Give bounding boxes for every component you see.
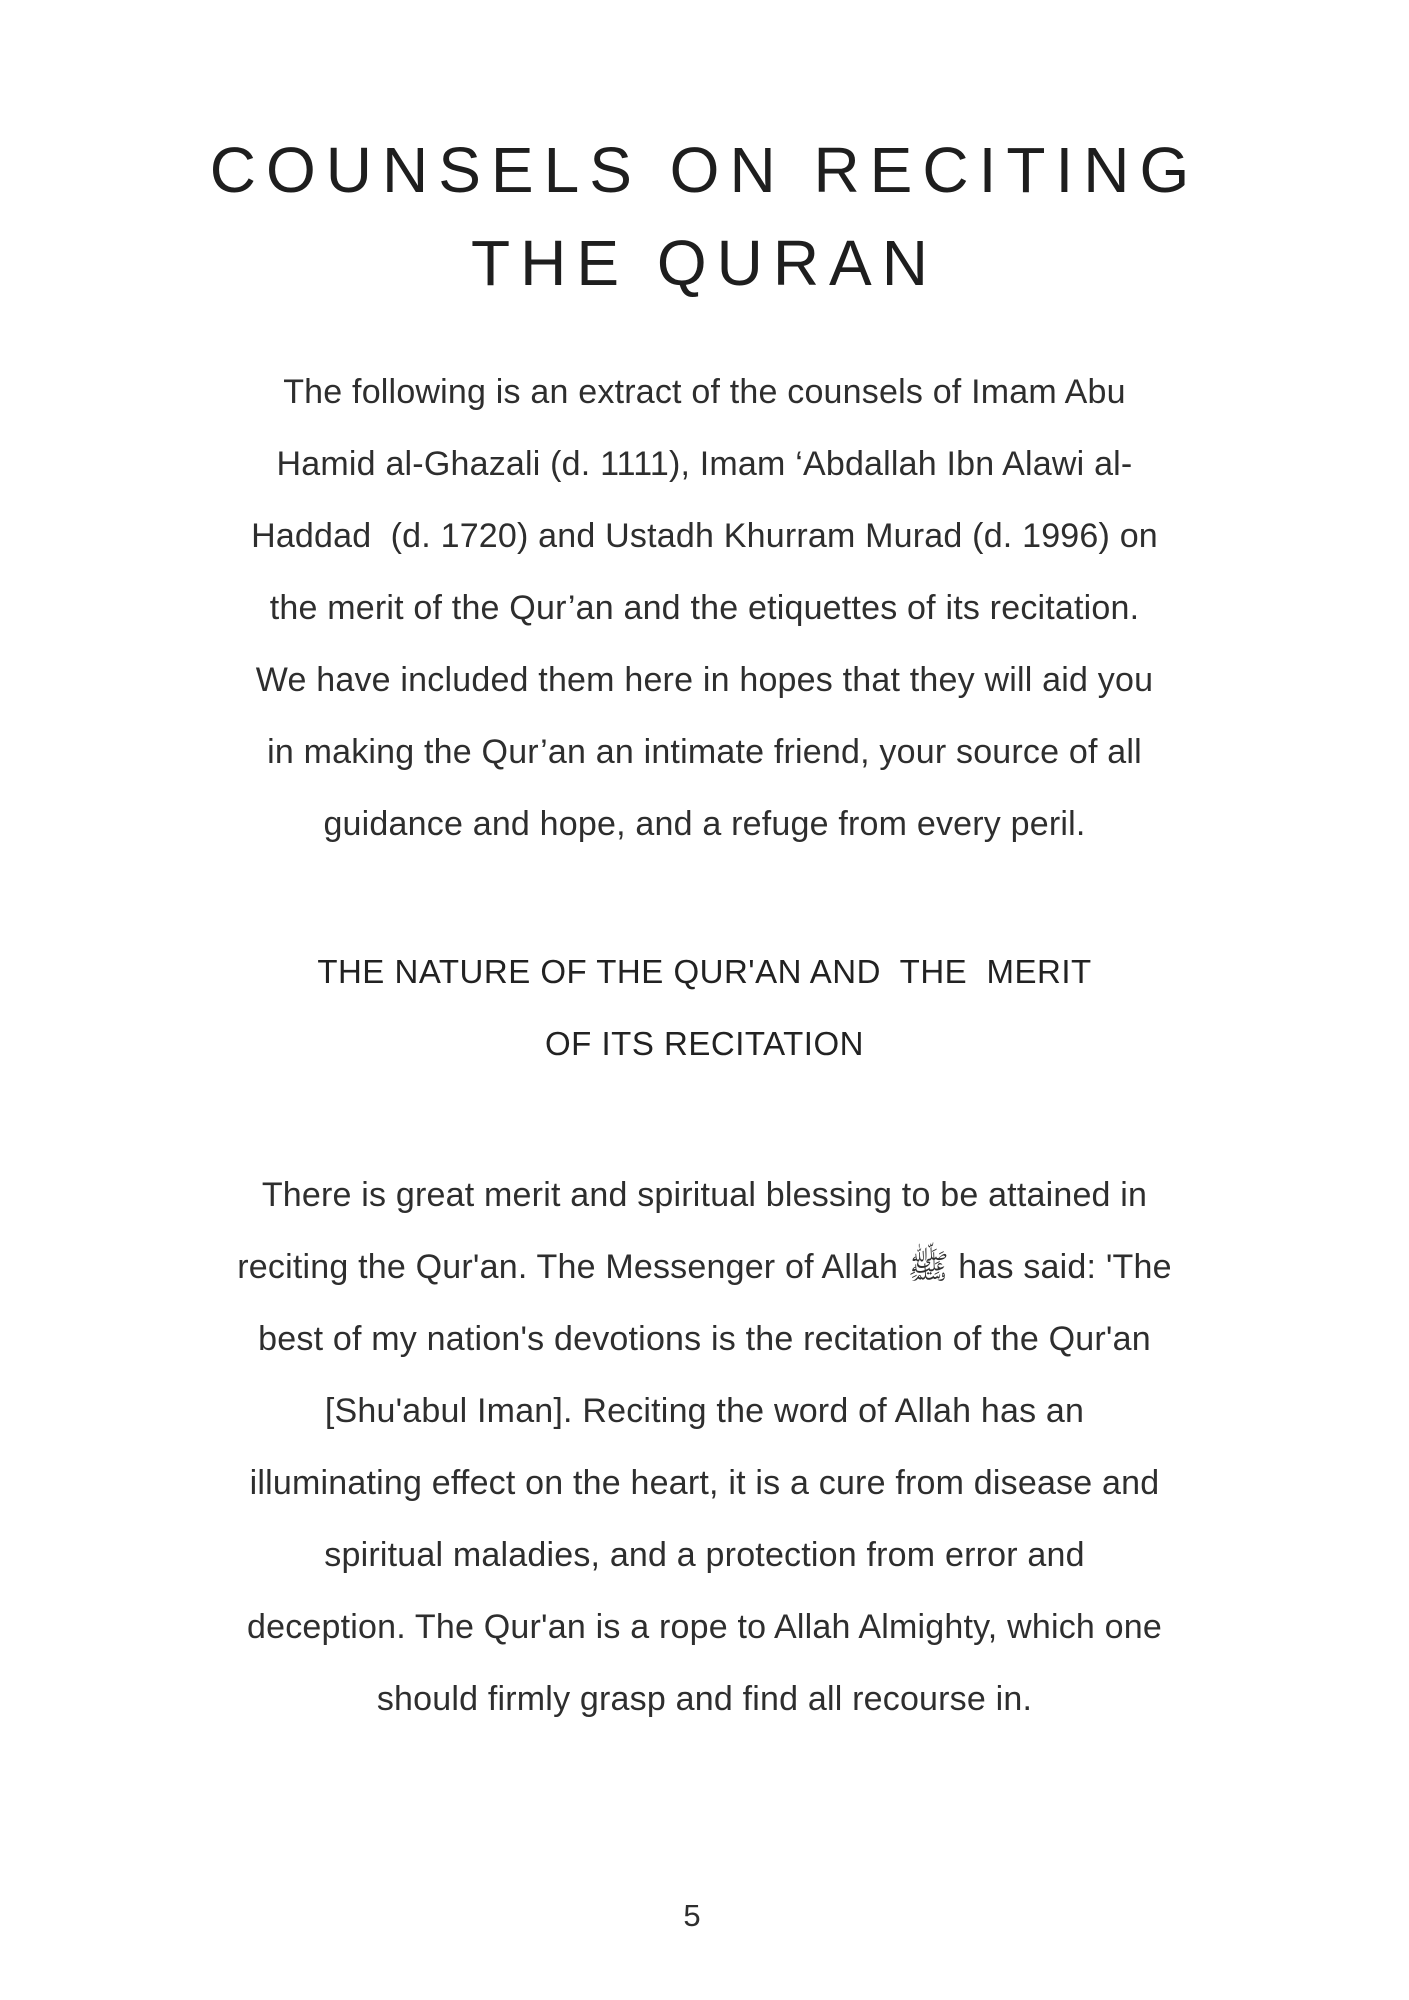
body-line: [Shu'abul Iman]. Reciting the word of Allah has an xyxy=(324,1392,1085,1430)
body-line: reciting the Qur'an. The Messenger of Allah ﷺ has said: 'The xyxy=(237,1248,1172,1286)
intro-line: Haddad (d. 1720) and Ustadh Khurram Murad (d. 1996) on xyxy=(251,517,1158,555)
page-title xyxy=(115,0,1295,310)
intro-line: the merit of the Qur’an and the etiquettes of its recitation. xyxy=(269,589,1140,627)
section-heading-line: THE NATURE OF THE QUR'AN AND THE MERIT xyxy=(317,953,1092,990)
title-line-2: THE QURAN xyxy=(471,227,938,299)
intro-line: in making the Qur’an an intimate friend, your source of all xyxy=(267,733,1142,771)
page-number: 5 xyxy=(683,1898,701,1933)
body-line: best of my nation's devotions is the recitation of the Qur'an xyxy=(258,1320,1151,1358)
section-heading-line: OF ITS RECITATION xyxy=(545,1025,864,1062)
intro-line: guidance and hope, and a refuge from every peril. xyxy=(323,805,1086,843)
body-line: spiritual maladies, and a protection from error and xyxy=(324,1536,1085,1574)
intro-line: The following is an extract of the counsels of Imam Abu xyxy=(283,373,1126,411)
body-line: There is great merit and spiritual blessing to be attained in xyxy=(261,1176,1148,1214)
page-content xyxy=(115,0,1295,1735)
body-line: should firmly grasp and find all recourse in. xyxy=(376,1680,1033,1718)
intro-paragraph xyxy=(115,356,1295,860)
body-line: deception. The Qur'an is a rope to Allah Almighty, which one xyxy=(247,1608,1162,1646)
intro-line: We have included them here in hopes that they will aid you xyxy=(255,661,1154,699)
section-heading xyxy=(115,936,1295,1080)
intro-line: Hamid al-Ghazali (d. 1111), Imam ‘Abdallah Ibn Alawi al- xyxy=(276,445,1133,483)
title-line-1: COUNSELS ON RECITING xyxy=(209,134,1200,206)
body-paragraph xyxy=(115,1159,1295,1735)
body-line: illuminating effect on the heart, it is a cure from disease and xyxy=(249,1464,1160,1502)
